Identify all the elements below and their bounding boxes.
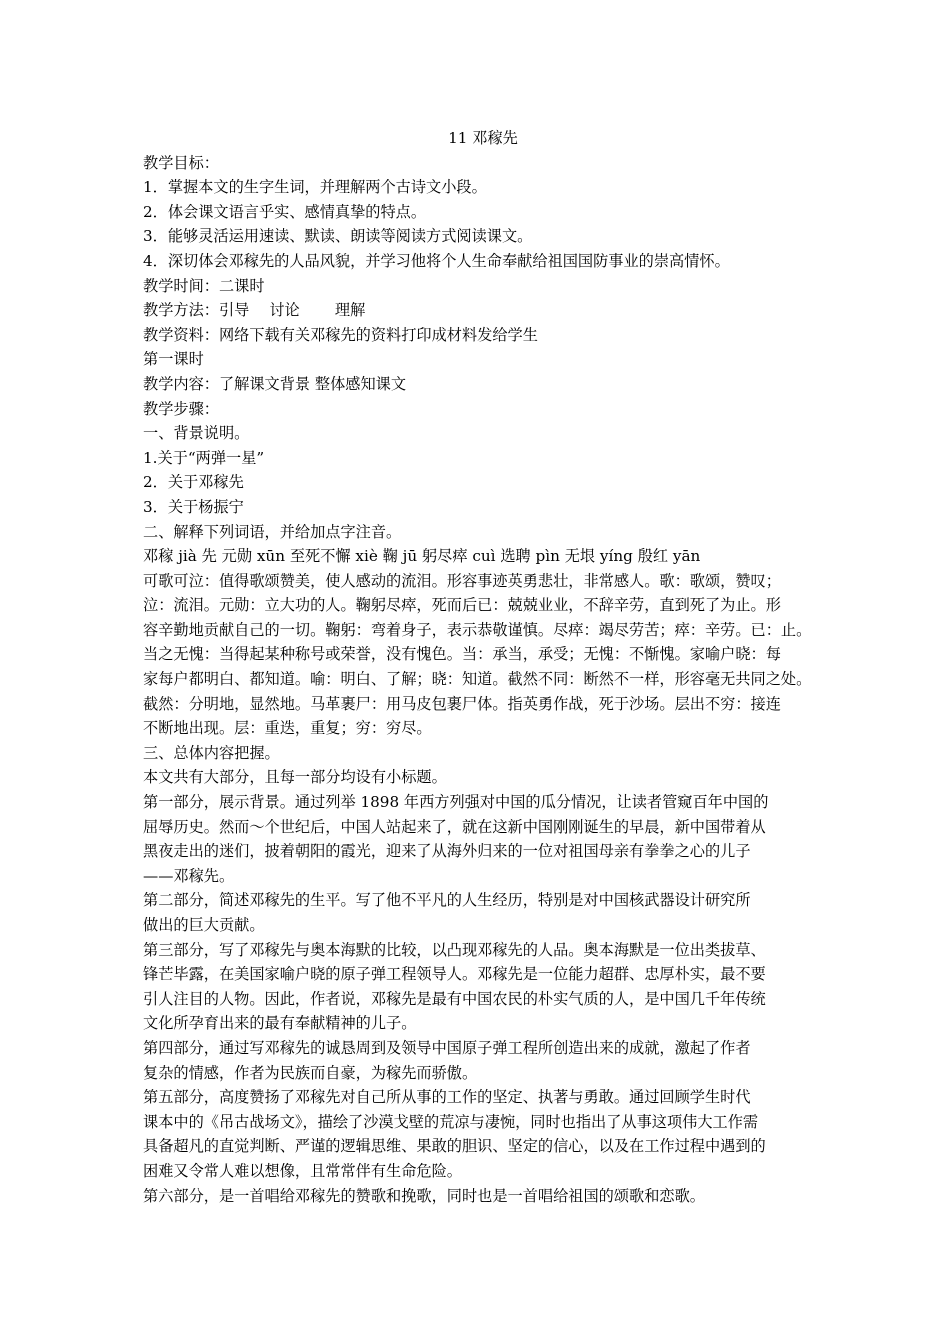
text-line: 第六部分，是一首唱给邓稼先的赞歌和挽歌，同时也是一首唱给祖国的颂歌和恋歌。: [143, 1186, 705, 1205]
text-line: ——邓稼先。: [143, 866, 235, 885]
text-line: 二、解释下列词语，并给加点字注音。: [143, 522, 402, 541]
text-line: 教学时间：二课时: [143, 276, 265, 295]
text-line: 4．深切体会邓稼先的人品风貌，并学习他将个人生命奉献给祖国国防事业的崇高情怀。: [143, 251, 730, 270]
text-line: 一、背景说明。: [143, 424, 250, 443]
text-line: 教学资料：网络下载有关邓稼先的资料打印成材料发给学生: [143, 325, 538, 344]
text-line: 邓稼 jià 先 元勋 xūn 至死不懈 xiè 鞠 jū 躬尽瘁 cuì 选聘 pìn 无垠 yíng 殷红 yān: [143, 547, 701, 566]
text-line: 容辛勤地贡献自己的一切。鞠躬：弯着身子，表示恭敬谨慎。尽瘁：竭尽劳苦；瘁：辛劳。已：止。: [143, 620, 812, 639]
text-line: 教学步骤：: [143, 399, 219, 418]
text-line: 3．能够灵活运用速读、默读、朗读等阅读方式阅读课文。: [143, 227, 533, 246]
text-line: 屈辱历史。然而～个世纪后，中国人站起来了，就在这新中国刚刚诞生的早晨，新中国带着从: [143, 817, 766, 836]
text-line: 课本中的《吊古战场文》，描绘了沙漠戈壁的荒凉与凄惋，同时也指出了从事这项伟大工作需: [143, 1112, 759, 1131]
text-line: 复杂的情感，作者为民族而自豪，为稼先而骄傲。: [143, 1063, 478, 1082]
text-line: 引人注目的人物。因此，作者说，邓稼先是最有中国农民的朴实气质的人，是中国几千年传统: [143, 989, 766, 1008]
text-line: 3．关于杨振宁: [143, 497, 244, 516]
text-line: 截然：分明地，显然地。马革裹尸：用马皮包裹尸体。指英勇作战，死于沙场。层出不穷：接连: [143, 694, 781, 713]
text-line: 第二部分，简述邓稼先的生平。写了他不平凡的人生经历，特别是对中国核武器设计研究所: [143, 891, 751, 910]
text-line: 具备超凡的直觉判断、严谨的逻辑思维、果敢的胆识、坚定的信心，以及在工作过程中遇到的: [143, 1137, 766, 1156]
text-line: 黑夜走出的迷们，披着朝阳的霞光，迎来了从海外归来的一位对祖国母亲有拳拳之心的儿子: [143, 842, 751, 861]
text-line: 2．关于邓稼先: [143, 473, 244, 492]
document-body: [143, 126, 823, 1208]
text-line: 第五部分，高度赞扬了邓稼先对自己所从事的工作的坚定、执著与勇敢。通过回顾学生时代: [143, 1088, 751, 1107]
page-title: 11 邓稼先: [448, 129, 518, 147]
text-line: 当之无愧：当得起某种称号或荣誉，没有愧色。当：承当，承受；无愧：不惭愧。家喻户晓：每: [143, 645, 781, 664]
text-line: 不断地出现。层：重迭，重复；穷：穷尽。: [143, 719, 432, 738]
text-line: 本文共有大部分，且每一部分均设有小标题。: [143, 768, 447, 787]
text-line: 第三部分，写了邓稼先与奥本海默的比较，以凸现邓稼先的人品。奥本海默是一位出类拔草、: [143, 940, 766, 959]
text-line: 锋芒毕露，在美国家喻户晓的原子弹工程领导人。邓稼先是一位能力超群、忠厚朴实，最不要: [143, 965, 766, 984]
text-line: 第一课时: [143, 350, 204, 369]
text-line: 第四部分，通过写邓稼先的诚恳周到及领导中国原子弹工程所创造出来的成就，激起了作者: [143, 1038, 751, 1057]
text-line: 教学方法：引导 讨论 理解: [143, 301, 366, 320]
text-line: 三、总体内容把握。: [143, 743, 280, 762]
text-line: 1．掌握本文的生字生词，并理解两个古诗文小段。: [143, 178, 487, 197]
text-lines: [143, 151, 823, 1209]
text-line: 家每户都明白、都知道。喻：明白、了解；晓：知道。截然不同：断然不一样，形容毫无共同之处。: [143, 670, 812, 689]
text-line: 泣：流泪。元勋：立大功的人。鞠躬尽瘁，死而后已：兢兢业业，不辞辛劳，直到死了为止。形: [143, 596, 781, 615]
text-line: 做出的巨大贡献。: [143, 916, 265, 934]
text-line: 教学内容：了解课文背景 整体感知课文: [143, 374, 407, 393]
text-line: 2．体会课文语言乎实、感情真挚的特点。: [143, 202, 427, 221]
text-line: 困难又令常人难以想像，且常常伴有生命危险。: [143, 1161, 462, 1180]
text-line: 教学目标：: [143, 153, 219, 172]
text-line: 1.关于“两弹一星”: [143, 448, 265, 467]
text-line: 第一部分，展示背景。通过列举 1898 年西方列强对中国的瓜分情况，让读者管窥百年中国的: [143, 793, 769, 812]
text-line: 可歌可泣：值得歌颂赞美，使人感动的流泪。形容事迹英勇悲壮，非常感人。歌：歌颂，赞叹；: [143, 571, 781, 590]
text-line: 文化所孕育出来的最有奉献精神的儿子。: [143, 1014, 417, 1033]
